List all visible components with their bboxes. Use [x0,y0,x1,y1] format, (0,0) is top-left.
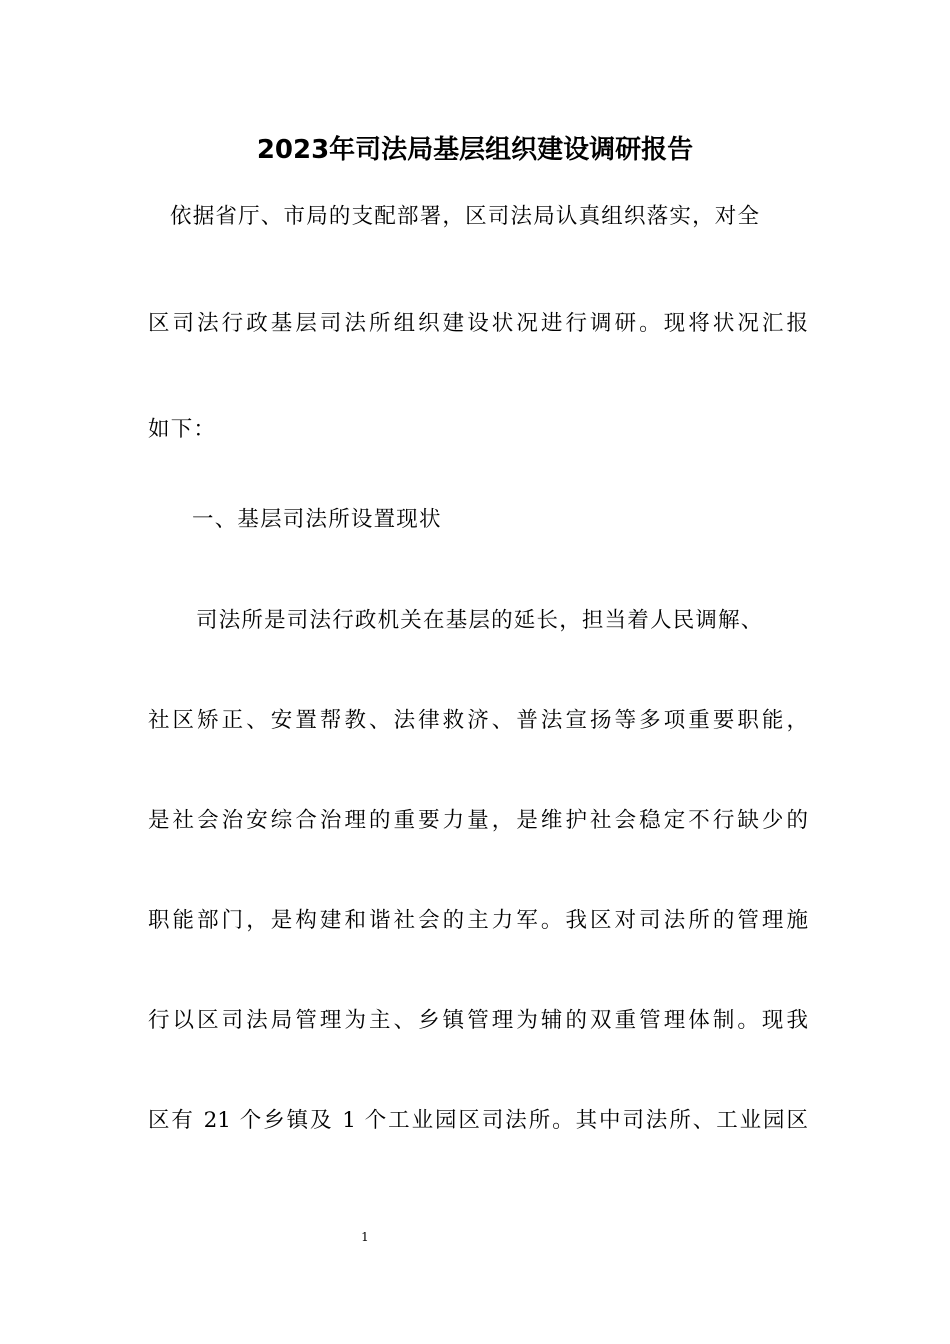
paragraph-line: 职能部门，是构建和谐社会的主力军。我区对司法所的管理施 [148,908,808,933]
document-title: 2023年司法局基层组织建设调研报告 [256,135,694,165]
paragraph-line: 如下： [148,417,217,442]
paragraph-line: 依据省厅、市局的支配部署，区司法局认真组织落实，对全 [170,204,761,229]
paragraph-line: 区有 21 个乡镇及 1 个工业园区司法所。其中司法所、工业园区 [148,1108,808,1133]
page-number: 1 [361,1230,369,1244]
paragraph-line: 社区矫正、安置帮教、法律救济、普法宣扬等多项重要职能， [148,708,808,733]
paragraph-line: 区司法行政基层司法所组织建设状况进行调研。现将状况汇报 [148,311,808,336]
paragraph-line: 司法所是司法行政机关在基层的延长，担当着人民调解、 [196,608,764,633]
paragraph-line: 是社会治安综合治理的重要力量，是维护社会稳定不行缺少的 [148,808,808,833]
paragraph-line: 行以区司法局管理为主、乡镇管理为辅的双重管理体制。现我 [148,1008,808,1033]
section-heading: 一、基层司法所设置现状 [192,507,442,532]
